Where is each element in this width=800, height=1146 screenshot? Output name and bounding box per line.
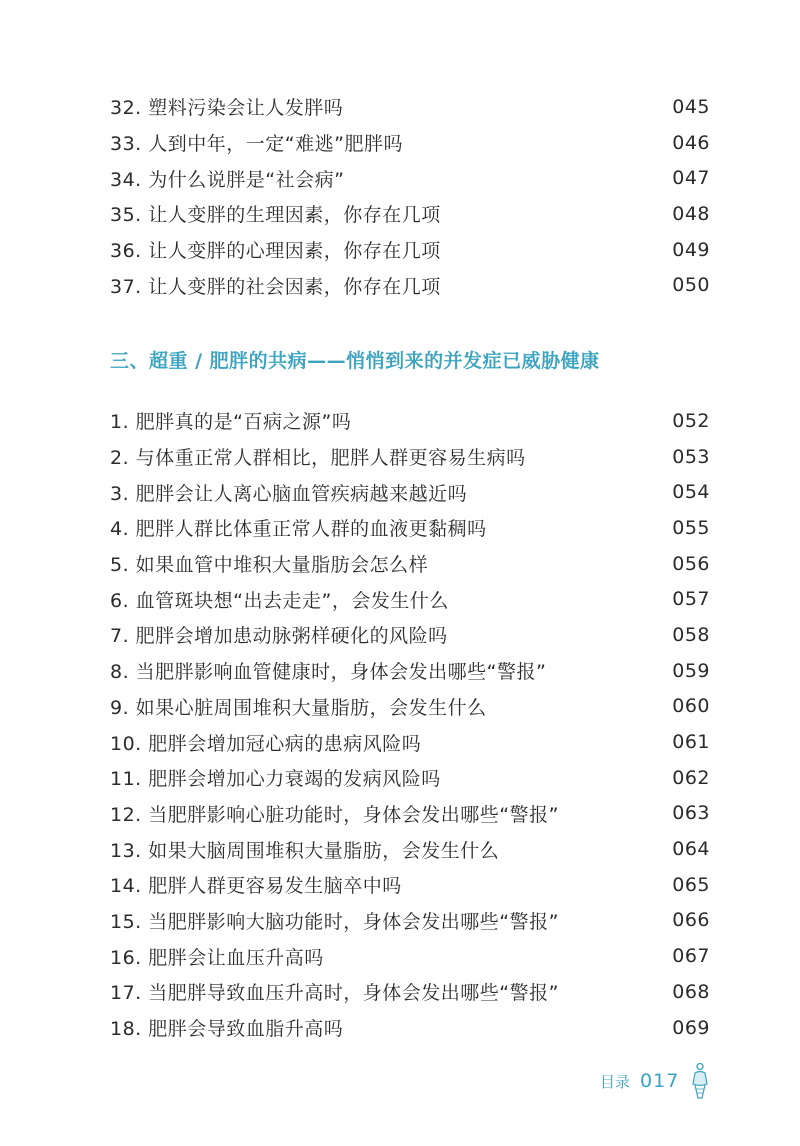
toc-entry[interactable] [110,125,710,161]
toc-entry-title: 5. 如果血管中堆积大量脂肪会怎么样 [110,554,429,577]
toc-entry[interactable] [110,1010,710,1046]
toc-entry-page: 060 [672,695,710,718]
toc-entry-page: 069 [672,1016,710,1039]
toc-entry-title: 17. 当肥胖导致血压升高时，身体会发出哪些“警报” [110,982,559,1005]
toc-entry-page: 052 [672,409,710,432]
toc-entry[interactable] [110,831,710,867]
toc-entry-page: 046 [672,131,710,154]
toc-entry[interactable] [110,439,710,475]
toc-entry[interactable] [110,653,710,689]
toc-entry-title: 8. 当肥胖影响血管健康时，身体会发出哪些“警报” [110,661,547,684]
toc-entry[interactable] [110,867,710,903]
toc-entry[interactable] [110,974,710,1010]
toc-entry[interactable] [110,724,710,760]
toc-entry[interactable] [110,689,710,725]
toc-entry[interactable] [110,617,710,653]
toc-entry-title: 16. 肥胖会让血压升高吗 [110,946,324,969]
toc-entry-title: 11. 肥胖会增加心力衰竭的发病风险吗 [110,768,441,791]
toc-entry-page: 068 [672,980,710,1003]
toc-entry[interactable] [110,196,710,232]
toc-list-part2 [110,403,710,1045]
toc-entry[interactable] [110,938,710,974]
toc-entry-page: 049 [672,238,710,261]
toc-entry-title: 4. 肥胖人群比体重正常人群的血液更黏稠吗 [110,518,487,541]
toc-entry-page: 053 [672,445,710,468]
toc-entry-page: 063 [672,802,710,825]
toc-entry-title: 34. 为什么说胖是“社会病” [110,168,345,191]
toc-entry-title: 13. 如果大脑周围堆积大量脂肪，会发生什么 [110,839,500,862]
toc-entry-title: 1. 肥胖真的是“百病之源”吗 [110,411,352,434]
toc-entry-title: 7. 肥胖会增加患动脉粥样硬化的风险吗 [110,625,448,648]
toc-entry[interactable] [110,903,710,939]
figure-icon [691,1062,709,1100]
toc-entry-page: 061 [672,731,710,754]
toc-entry-page: 056 [672,552,710,575]
toc-entry-title: 18. 肥胖会导致血脂升高吗 [110,1018,344,1041]
toc-entry-title: 2. 与体重正常人群相比，肥胖人群更容易生病吗 [110,447,526,470]
toc-entry-title: 10. 肥胖会增加冠心病的患病风险吗 [110,732,422,755]
toc-entry-title: 36. 让人变胖的心理因素，你存在几项 [110,240,441,263]
toc-entry[interactable] [110,510,710,546]
toc-entry-page: 058 [672,623,710,646]
toc-entry-page: 065 [672,873,710,896]
toc-entry[interactable] [110,267,710,303]
toc-entry-page: 048 [672,202,710,225]
toc-entry-title: 32. 塑料污染会让人发胖吗 [110,97,344,120]
toc-entry-title: 9. 如果心脏周围堆积大量脂肪，会发生什么 [110,696,487,719]
toc-entry-page: 059 [672,659,710,682]
toc-entry[interactable] [110,89,710,125]
page-footer [600,1062,709,1100]
toc-entry-title: 35. 让人变胖的生理因素，你存在几项 [110,204,441,227]
section-heading: 三、超重 / 肥胖的共病——悄悄到来的并发症已威胁健康 [110,350,600,372]
toc-entry-title: 37. 让人变胖的社会因素，你存在几项 [110,275,441,298]
toc-entry-page: 066 [672,909,710,932]
toc-entry-title: 12. 当肥胖影响心脏功能时，身体会发出哪些“警报” [110,803,559,826]
toc-entry-page: 050 [672,274,710,297]
toc-entry-page: 045 [672,95,710,118]
toc-entry[interactable] [110,760,710,796]
toc-entry-page: 062 [672,766,710,789]
footer-page-number: 017 [640,1070,680,1092]
toc-entry-title: 3. 肥胖会让人离心脑血管疾病越来越近吗 [110,482,468,505]
toc-entry[interactable] [110,546,710,582]
toc-entry-title: 14. 肥胖人群更容易发生脑卒中吗 [110,875,402,898]
toc-list-part1 [110,89,710,303]
toc-entry-page: 047 [672,167,710,190]
toc-entry-page: 064 [672,838,710,861]
toc-entry[interactable] [110,796,710,832]
footer-label: 目录 [600,1072,631,1091]
toc-entry[interactable] [110,160,710,196]
toc-entry-title: 15. 当肥胖影响大脑功能时，身体会发出哪些“警报” [110,910,559,933]
toc-entry-page: 067 [672,945,710,968]
toc-entry-page: 054 [672,481,710,504]
toc-entry[interactable] [110,403,710,439]
toc-entry[interactable] [110,232,710,268]
toc-entry-page: 055 [672,516,710,539]
toc-entry[interactable] [110,581,710,617]
toc-entry-title: 33. 人到中年，一定“难逃”肥胖吗 [110,133,403,156]
toc-entry-page: 057 [672,588,710,611]
toc-entry[interactable] [110,474,710,510]
toc-entry-title: 6. 血管斑块想“出去走走”，会发生什么 [110,589,449,612]
